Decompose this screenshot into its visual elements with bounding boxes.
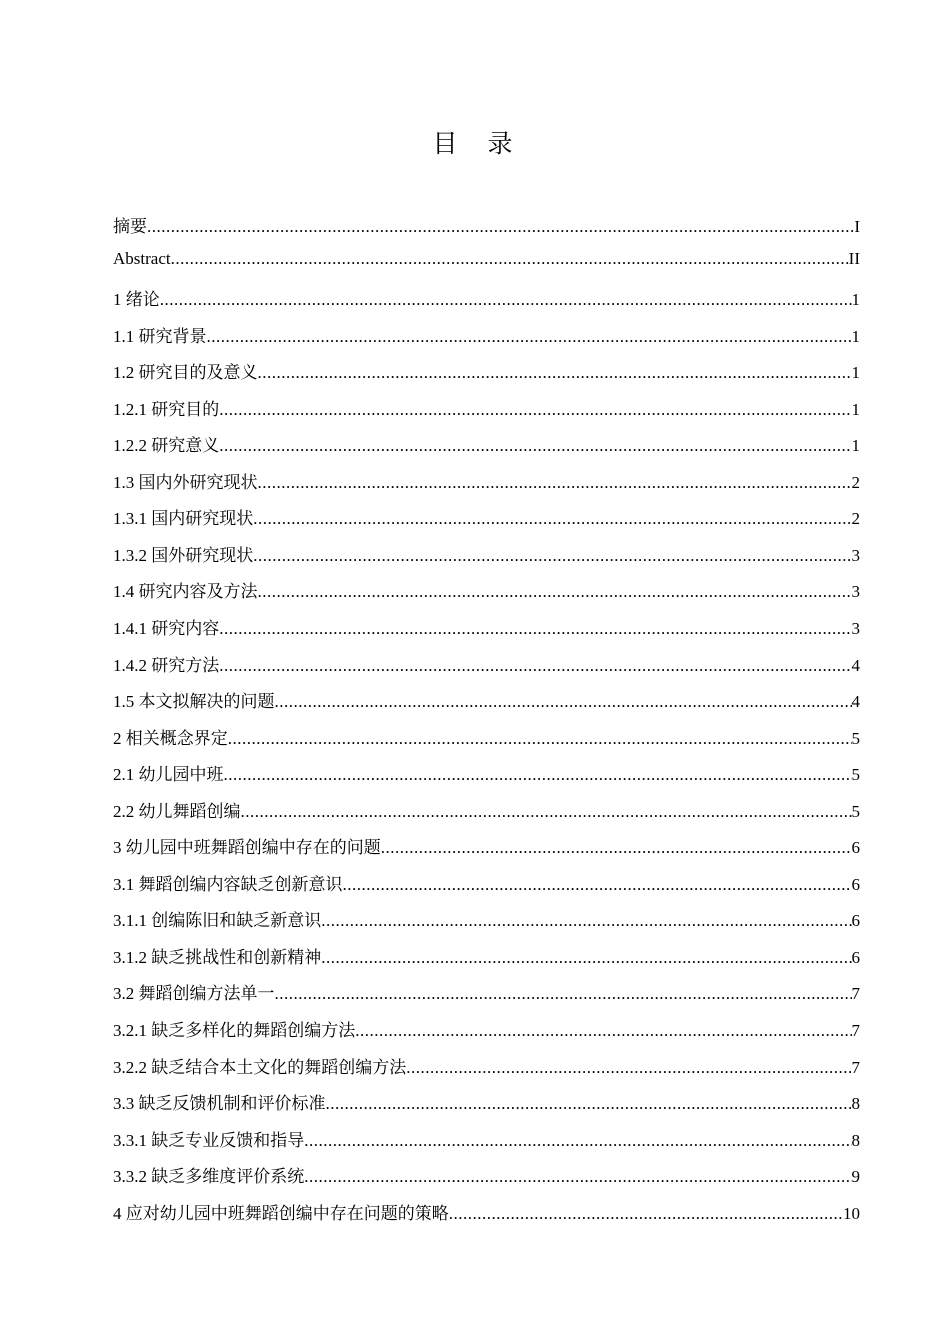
toc-entry-page: 4 <box>851 655 860 675</box>
toc-entry-page: 2 <box>851 472 860 492</box>
toc-entry[interactable] <box>113 468 860 505</box>
toc-entry-page: 9 <box>851 1167 860 1187</box>
dot-leader <box>224 765 852 785</box>
toc-entry-page: 4 <box>851 692 860 712</box>
toc-entry-page: 1 <box>851 399 860 419</box>
toc-entry[interactable] <box>113 724 860 761</box>
toc-entry[interactable] <box>113 614 860 651</box>
dot-leader <box>321 911 851 931</box>
toc-entry-page: 1 <box>851 363 860 383</box>
toc-entry-label: 4 应对幼儿园中班舞蹈创编中存在问题的策略 <box>113 1203 449 1223</box>
toc-entry[interactable] <box>113 906 860 943</box>
dot-leader <box>253 546 851 566</box>
toc-entry-page: 6 <box>851 838 860 858</box>
toc-entry-label: 1.3 国内外研究现状 <box>113 472 258 492</box>
toc-entry-page: 5 <box>851 801 860 821</box>
dot-leader <box>253 509 851 529</box>
dot-leader <box>304 1167 851 1187</box>
dot-leader <box>147 217 854 237</box>
toc-entry-label: 3.2.2 缺乏结合本土文化的舞蹈创编方法 <box>113 1057 407 1077</box>
toc-entry-label: 2.1 幼儿园中班 <box>113 765 224 785</box>
toc-entry[interactable] <box>113 1053 860 1090</box>
dot-leader <box>406 1058 851 1078</box>
toc-entry-page: 7 <box>851 1021 860 1041</box>
toc-entry-label: 1.5 本文拟解决的问题 <box>113 692 275 712</box>
toc-entry-page: 7 <box>851 984 860 1004</box>
toc-entry[interactable] <box>113 1016 860 1053</box>
dot-leader <box>304 1131 851 1151</box>
toc-entry-page: 6 <box>851 947 860 967</box>
dot-leader <box>343 875 852 895</box>
dot-leader <box>275 692 852 712</box>
dot-leader <box>381 838 852 858</box>
toc-entry-page: 1 <box>851 326 860 346</box>
toc-entry-page: 7 <box>851 1057 860 1077</box>
dot-leader <box>326 1094 852 1114</box>
toc-entry[interactable] <box>113 322 860 359</box>
toc-entry-label: 3.3.2 缺乏多维度评价系统 <box>113 1167 305 1187</box>
toc-entry[interactable] <box>113 249 860 286</box>
toc-entry-label: 1.2.1 研究目的 <box>113 399 220 419</box>
toc-entry[interactable] <box>113 577 860 614</box>
toc-entry[interactable] <box>113 1162 860 1199</box>
toc-entry-page: II <box>848 248 860 268</box>
toc-entry[interactable] <box>113 979 860 1016</box>
toc-entry-label: 1 绪论 <box>113 290 160 310</box>
toc-entry[interactable] <box>113 504 860 541</box>
toc-entry[interactable] <box>113 541 860 578</box>
dot-leader <box>207 327 852 347</box>
toc-entry-page: 3 <box>851 582 860 602</box>
toc-entry-label: 3 幼儿园中班舞蹈创编中存在的问题 <box>113 838 381 858</box>
toc-entry[interactable] <box>113 395 860 432</box>
toc-entry-label: 1.4 研究内容及方法 <box>113 582 258 602</box>
toc-entry-label: 1.2.2 研究意义 <box>113 436 220 456</box>
toc-entry[interactable] <box>113 760 860 797</box>
toc-entry-label: 1.2 研究目的及意义 <box>113 363 258 383</box>
dot-leader <box>321 948 851 968</box>
toc-entry-label: 1.3.2 国外研究现状 <box>113 545 254 565</box>
toc-entry-label: Abstract <box>113 248 171 268</box>
toc-entry[interactable] <box>113 797 860 834</box>
dot-leader <box>355 1021 851 1041</box>
toc-entry-page: 1 <box>851 290 860 310</box>
toc-entry-page: 8 <box>851 1094 860 1114</box>
dot-leader <box>228 729 852 749</box>
toc-entry[interactable] <box>113 1089 860 1126</box>
table-of-contents <box>113 212 860 1235</box>
dot-leader <box>219 619 851 639</box>
toc-entry-label: 3.1 舞蹈创编内容缺乏创新意识 <box>113 874 343 894</box>
dot-leader <box>219 400 851 420</box>
toc-entry-label: 1.4.1 研究内容 <box>113 619 220 639</box>
toc-entry-page: 10 <box>843 1203 860 1223</box>
toc-entry[interactable] <box>113 358 860 395</box>
toc-entry[interactable] <box>113 833 860 870</box>
toc-entry[interactable] <box>113 943 860 980</box>
toc-entry-page: 3 <box>851 545 860 565</box>
toc-entry-page: 5 <box>851 765 860 785</box>
toc-entry-label: 3.3.1 缺乏专业反馈和指导 <box>113 1130 305 1150</box>
toc-entry-label: 1.3.1 国内研究现状 <box>113 509 254 529</box>
dot-leader <box>219 656 851 676</box>
toc-entry-label: 摘要 <box>113 217 147 236</box>
toc-entry-label: 2 相关概念界定 <box>113 728 228 748</box>
dot-leader <box>258 473 852 493</box>
toc-entry-label: 1.1 研究背景 <box>113 326 207 346</box>
toc-entry[interactable] <box>113 212 860 249</box>
toc-entry-label: 3.1.2 缺乏挑战性和创新精神 <box>113 947 322 967</box>
toc-entry-page: I <box>854 217 860 236</box>
toc-entry-page: 2 <box>851 509 860 529</box>
toc-entry-page: 5 <box>851 728 860 748</box>
dot-leader <box>241 802 852 822</box>
dot-leader <box>258 582 852 602</box>
toc-entry-label: 1.4.2 研究方法 <box>113 655 220 675</box>
dot-leader <box>449 1204 843 1224</box>
toc-entry[interactable] <box>113 431 860 468</box>
page-title: 目录 <box>432 129 543 158</box>
toc-entry[interactable] <box>113 651 860 688</box>
dot-leader <box>171 249 849 269</box>
toc-entry-label: 3.2.1 缺乏多样化的舞蹈创编方法 <box>113 1021 356 1041</box>
dot-leader <box>160 290 852 310</box>
toc-entry-label: 2.2 幼儿舞蹈创编 <box>113 801 241 821</box>
toc-entry-label: 3.3 缺乏反馈机制和评价标准 <box>113 1094 326 1114</box>
dot-leader <box>258 363 852 383</box>
toc-entry-page: 3 <box>851 619 860 639</box>
toc-entry[interactable] <box>113 687 860 724</box>
toc-entry-page: 8 <box>851 1130 860 1150</box>
dot-leader <box>275 984 852 1004</box>
toc-entry[interactable] <box>113 285 860 322</box>
toc-entry-page: 6 <box>851 874 860 894</box>
toc-entry[interactable] <box>113 1199 860 1236</box>
dot-leader <box>219 436 851 456</box>
toc-entry[interactable] <box>113 1126 860 1163</box>
toc-entry-label: 3.1.1 创编陈旧和缺乏新意识 <box>113 911 322 931</box>
toc-entry[interactable] <box>113 870 860 907</box>
toc-entry-page: 1 <box>851 436 860 456</box>
toc-entry-label: 3.2 舞蹈创编方法单一 <box>113 984 275 1004</box>
toc-entry-page: 6 <box>851 911 860 931</box>
